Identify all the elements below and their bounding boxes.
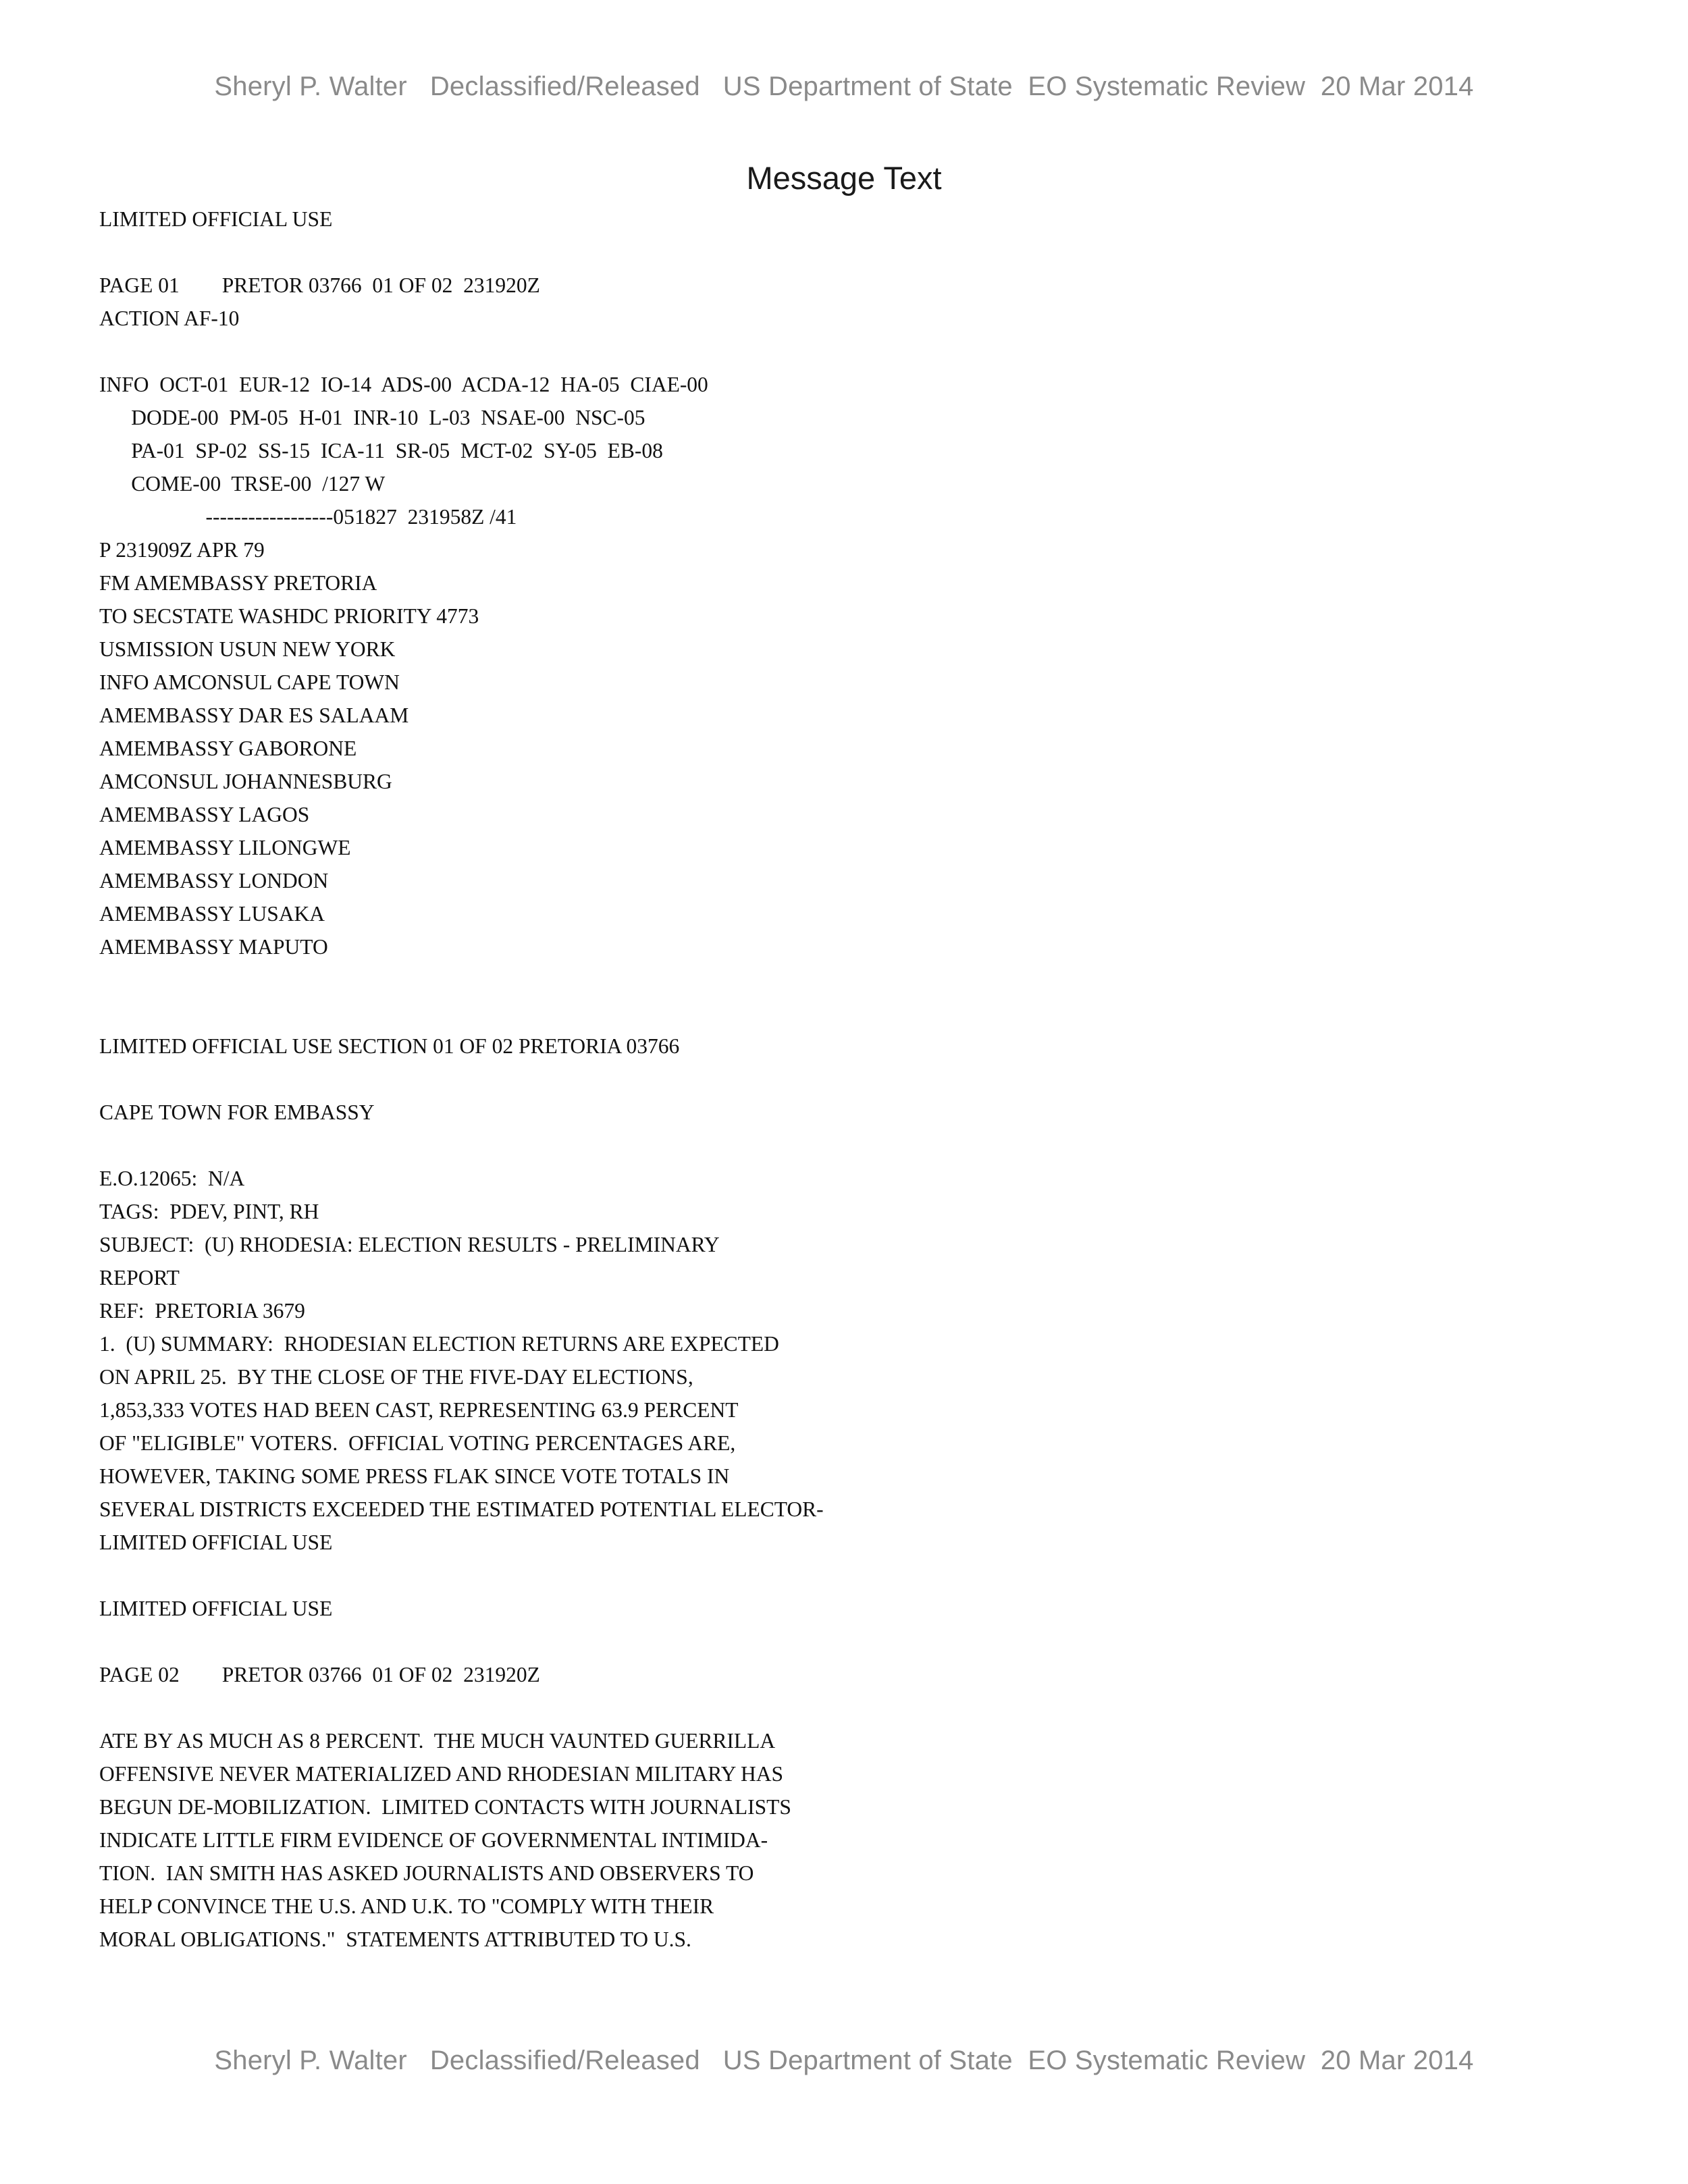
message-line: REF: PRETORIA 3679 (99, 1299, 305, 1323)
message-line: INFO OCT-01 EUR-12 IO-14 ADS-00 ACDA-12 HA-05 CIAE-00 (99, 373, 708, 396)
blank-line (99, 963, 1585, 996)
blank-line (99, 236, 1585, 269)
message-line: LIMITED OFFICIAL USE (99, 207, 333, 231)
blank-line (99, 996, 1585, 1030)
message-line: ------------------051827 231958Z /41 (99, 505, 517, 529)
message-line: AMEMBASSY DAR ES SALAAM (99, 703, 409, 727)
message-line: LIMITED OFFICIAL USE (99, 1597, 333, 1620)
message-body (99, 203, 1585, 1956)
message-line: REPORT (99, 1266, 180, 1289)
message-line: PA-01 SP-02 SS-15 ICA-11 SR-05 MCT-02 SY-05 EB-08 (99, 439, 663, 462)
message-line: LIMITED OFFICIAL USE SECTION 01 OF 02 PRETORIA 03766 (99, 1034, 680, 1058)
blank-line (99, 1559, 1585, 1592)
message-line: CAPE TOWN FOR EMBASSY (99, 1100, 375, 1124)
message-line: LIMITED OFFICIAL USE (99, 1530, 333, 1554)
page-title: Message Text (746, 160, 942, 196)
declassification-stamp-bottom: Sheryl P. Walter Declassified/Released US Department of State EO Systematic Review 20 Mar 2014 (214, 2046, 1474, 2075)
message-line: COME-00 TRSE-00 /127 W (99, 472, 386, 496)
blank-line (99, 1129, 1585, 1162)
message-line: AMEMBASSY LONDON (99, 869, 329, 893)
message-line: AMEMBASSY LILONGWE (99, 836, 351, 859)
message-line: BEGUN DE-MOBILIZATION. LIMITED CONTACTS WITH JOURNALISTS (99, 1795, 791, 1819)
message-line: OFFENSIVE NEVER MATERIALIZED AND RHODESIAN MILITARY HAS (99, 1762, 784, 1786)
declassification-stamp-top: Sheryl P. Walter Declassified/Released US Department of State EO Systematic Review 20 Mar 2014 (214, 72, 1474, 101)
message-line: HOWEVER, TAKING SOME PRESS FLAK SINCE VOTE TOTALS IN (99, 1464, 730, 1488)
message-line: AMEMBASSY LUSAKA (99, 902, 325, 926)
message-line: TO SECSTATE WASHDC PRIORITY 4773 (99, 604, 479, 628)
message-line: 1,853,333 VOTES HAD BEEN CAST, REPRESENTING 63.9 PERCENT (99, 1398, 739, 1422)
message-line: HELP CONVINCE THE U.S. AND U.K. TO "COMPLY WITH THEIR (99, 1894, 714, 1918)
blank-line (99, 1063, 1585, 1096)
message-line: ATE BY AS MUCH AS 8 PERCENT. THE MUCH VAUNTED GUERRILLA (99, 1729, 776, 1753)
message-line: TION. IAN SMITH HAS ASKED JOURNALISTS AND OBSERVERS TO (99, 1861, 754, 1885)
blank-line (99, 335, 1585, 368)
message-line: FM AMEMBASSY PRETORIA (99, 571, 377, 595)
message-line: ACTION AF-10 (99, 307, 240, 330)
message-line: 1. (U) SUMMARY: RHODESIAN ELECTION RETURNS ARE EXPECTED (99, 1332, 779, 1356)
blank-line (99, 1691, 1585, 1724)
message-line: DODE-00 PM-05 H-01 INR-10 L-03 NSAE-00 NSC-05 (99, 406, 645, 429)
message-line: E.O.12065: N/A (99, 1167, 245, 1190)
message-line: P 231909Z APR 79 (99, 538, 265, 562)
blank-line (99, 1625, 1585, 1658)
message-line: AMEMBASSY MAPUTO (99, 935, 328, 959)
message-line: SEVERAL DISTRICTS EXCEEDED THE ESTIMATED POTENTIAL ELECTOR- (99, 1497, 824, 1521)
message-line: MORAL OBLIGATIONS." STATEMENTS ATTRIBUTED TO U.S. (99, 1927, 691, 1951)
message-line: PAGE 01 PRETOR 03766 01 OF 02 231920Z (99, 273, 540, 297)
message-line: TAGS: PDEV, PINT, RH (99, 1200, 319, 1223)
message-line: AMEMBASSY LAGOS (99, 803, 310, 826)
message-line: AMEMBASSY GABORONE (99, 737, 357, 760)
message-line: SUBJECT: (U) RHODESIA: ELECTION RESULTS - PRELIMINARY (99, 1233, 720, 1256)
message-line: ON APRIL 25. BY THE CLOSE OF THE FIVE-DAY ELECTIONS, (99, 1365, 693, 1389)
message-line: PAGE 02 PRETOR 03766 01 OF 02 231920Z (99, 1663, 540, 1686)
message-line: AMCONSUL JOHANNESBURG (99, 770, 392, 793)
message-line: OF "ELIGIBLE" VOTERS. OFFICIAL VOTING PERCENTAGES ARE, (99, 1431, 736, 1455)
message-line: INDICATE LITTLE FIRM EVIDENCE OF GOVERNMENTAL INTIMIDA- (99, 1828, 768, 1852)
message-line: INFO AMCONSUL CAPE TOWN (99, 670, 400, 694)
message-line: USMISSION USUN NEW YORK (99, 637, 396, 661)
